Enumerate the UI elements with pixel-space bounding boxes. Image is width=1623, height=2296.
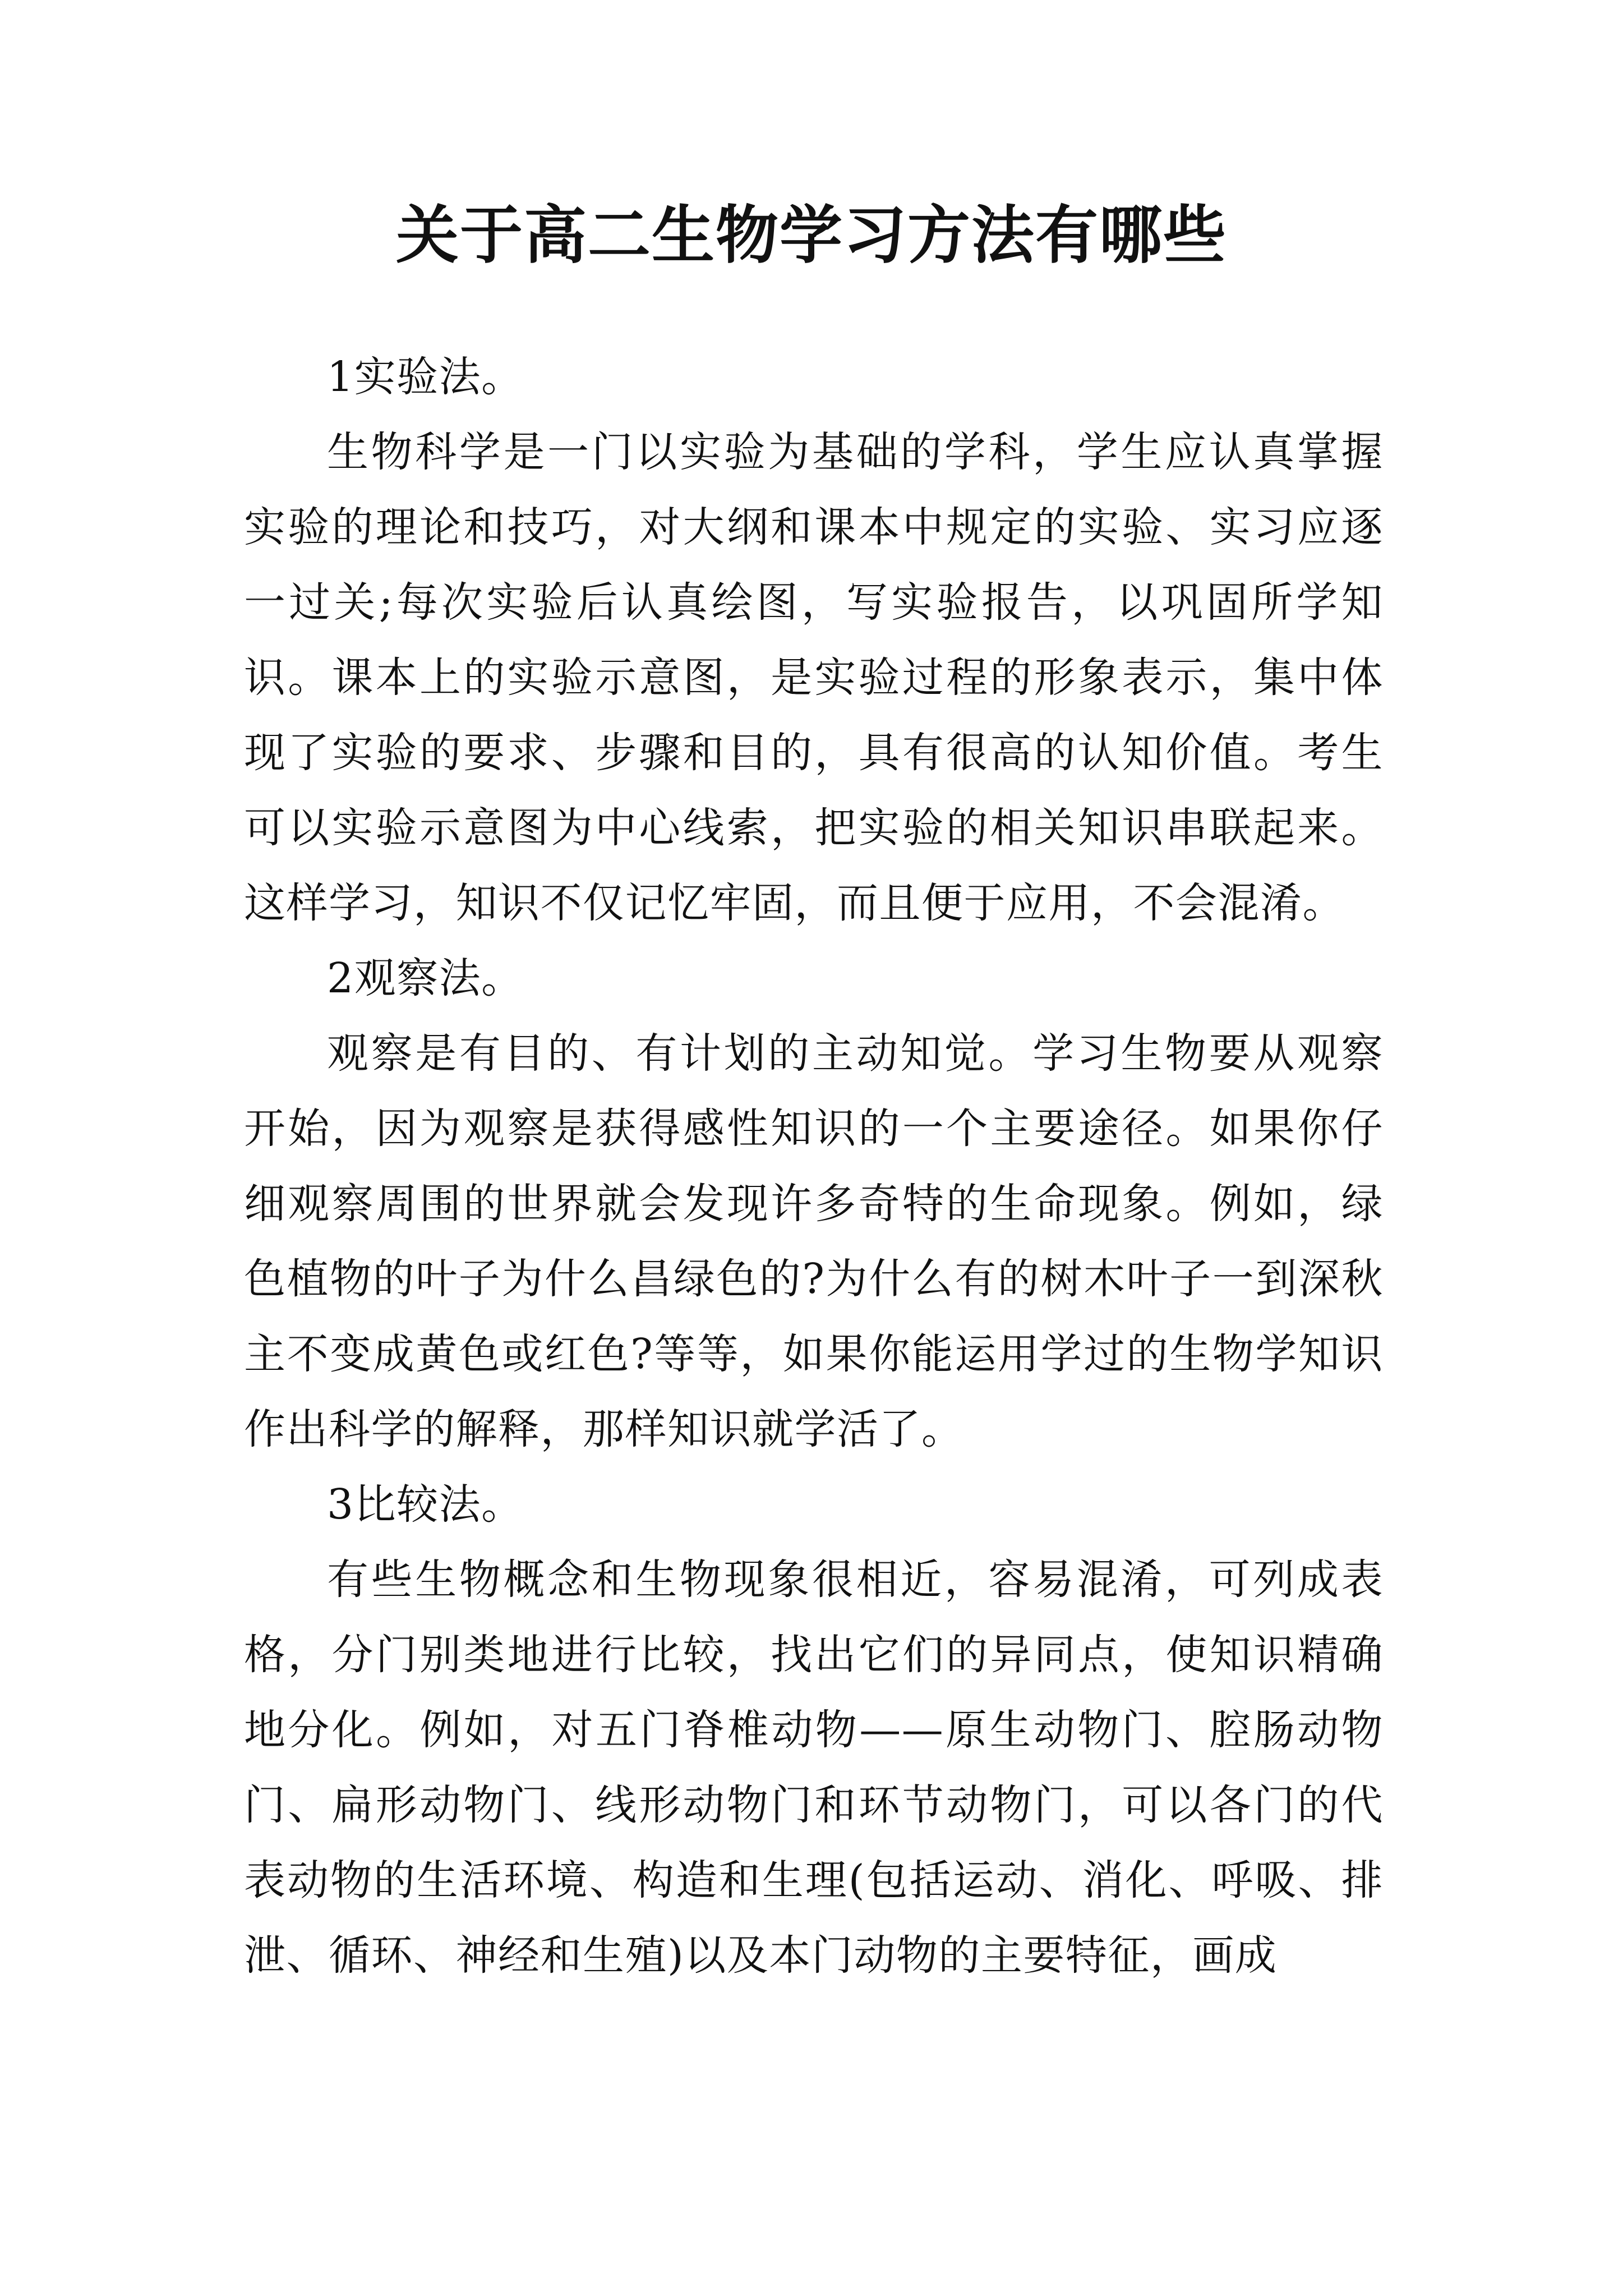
section-heading: 1实验法。 [327,353,524,401]
document-body [244,339,1384,1993]
paragraph: 有些生物概念和生物现象很相近，容易混淆，可列成表格，分门别类地进行比较，找出它们的异同点，使知识精确地分化。例如，对五门脊椎动物——原生动物门、腔肠动物门、扁形动物门、线形动物门和环节动物门，可以各门的代表动物的生活环境、构造和生理(包括运动、消化、呼吸、排泄、循环、神经和生殖)以及本门动物的主要特征，画成 [244,1556,1384,1980]
section-observation [244,941,1384,1467]
paragraph: 生物科学是一门以实验为基础的学科，学生应认真掌握实验的理论和技巧，对大纲和课本中规定的实验、实习应逐一过关;每次实验后认真绘图，写实验报告，以巩固所学知识。课本上的实验示意图，是实验过程的形象表示，集中体现了实验的要求、步骤和目的，具有很高的认知价值。考生可以实验示意图为中心线索，把实验的相关知识串联起来。这样学习，知识不仅记忆牢固，而且便于应用，不会混淆。 [244,428,1384,927]
section-comparison [244,1467,1384,1993]
document-title: 关于高二生物学习方法有哪些 [396,199,1227,272]
paragraph: 观察是有目的、有计划的主动知觉。学习生物要从观察开始，因为观察是获得感性知识的一个主要途径。如果你仔细观察周围的世界就会发现许多奇特的生命现象。例如，绿色植物的叶子为什么昌绿色的?为什么有的树木叶子一到深秋主不变成黄色或红色?等等，如果你能运用学过的生物学知识作出科学的解释，那样知识就学活了。 [244,1029,1384,1453]
section-heading: 2观察法。 [327,954,524,1002]
section-heading: 3比较法。 [327,1480,524,1529]
section-experiment [244,339,1384,941]
